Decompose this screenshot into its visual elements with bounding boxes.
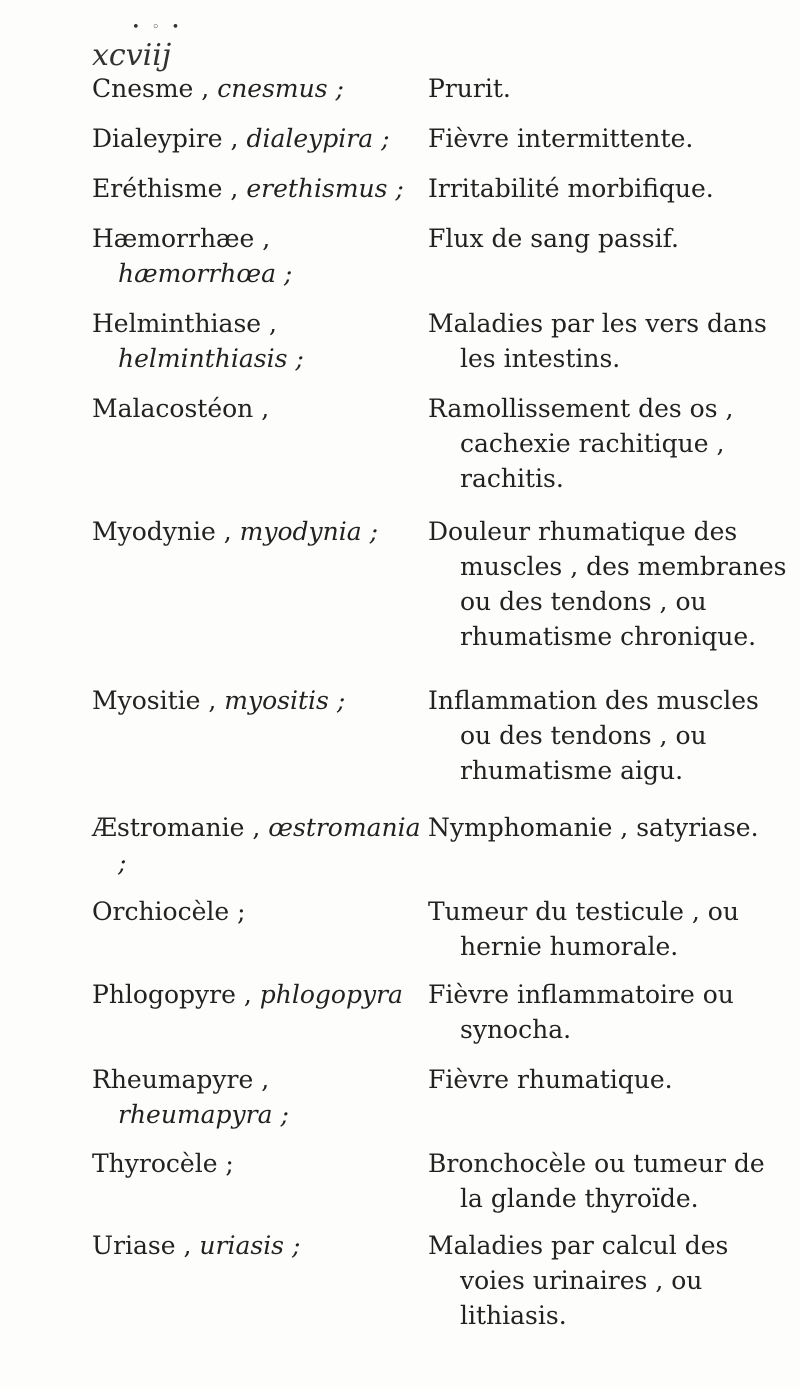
entry-term (92, 71, 422, 106)
description-text: Douleur rhumatique des muscles , des membranes ou des tendons , ou rhumatisme chronique. (428, 517, 787, 651)
description-text: Bronchocèle ou tumeur de la glande thyroïde. (428, 1149, 765, 1213)
entry-term (92, 1062, 422, 1132)
entry-term (92, 121, 422, 156)
term-latin: uriasis ; (199, 1231, 301, 1260)
term-french: Thyrocèle ; (92, 1149, 234, 1178)
term-french: Cnesme , (92, 74, 210, 103)
entry-term (92, 1146, 422, 1181)
entry-description (428, 1062, 788, 1097)
term-french: Hæmorrhæe , (92, 224, 271, 253)
term-latin: myositis ; (224, 686, 346, 715)
description-text: Nymphomanie , satyriase. (428, 813, 759, 842)
term-latin: dialeypira ; (246, 124, 390, 153)
entry-term (92, 306, 422, 376)
description-text: Irritabilité morbifique. (428, 174, 714, 203)
term-latin: myodynia ; (239, 517, 379, 546)
entry-description (428, 391, 788, 496)
description-text: Maladies par les vers dans les intestins. (428, 309, 767, 373)
term-french: Rheumapyre , (92, 1065, 270, 1094)
entry-description (428, 977, 788, 1047)
term-french: Myodynie , (92, 517, 232, 546)
term-latin: phlogopyra (259, 980, 403, 1009)
term-french: Malacostéon , (92, 394, 270, 423)
description-text: Maladies par calcul des voies urinaires , ou lithiasis. (428, 1231, 729, 1330)
entry-description (428, 810, 788, 845)
description-text: Fièvre rhumatique. (428, 1065, 673, 1094)
entry-description (428, 1146, 788, 1216)
term-latin: cnesmus ; (217, 74, 344, 103)
term-french: Helminthiase , (92, 309, 277, 338)
description-text: Fièvre inflammatoire ou synocha. (428, 980, 734, 1044)
entry-term (92, 514, 422, 549)
term-latin: helminthiasis ; (118, 344, 304, 373)
entry-description (428, 221, 788, 256)
entry-description (428, 121, 788, 156)
entry-description (428, 71, 788, 106)
entry-term (92, 683, 422, 718)
entry-description (428, 683, 788, 788)
entry-term (92, 1228, 422, 1263)
description-text: Ramollissement des os , cachexie rachitique , rachitis. (428, 394, 734, 493)
entry-description (428, 894, 788, 964)
term-latin: œstromania ; (118, 813, 421, 877)
entry-description (428, 171, 788, 206)
entry-description (428, 306, 788, 376)
term-french: Orchiocèle ; (92, 897, 246, 926)
entry-description (428, 1228, 788, 1333)
entry-term (92, 221, 422, 291)
entry-term (92, 894, 422, 929)
term-french: Phlogopyre , (92, 980, 252, 1009)
term-latin: hæmorrhœa ; (118, 259, 293, 288)
entry-term (92, 171, 422, 206)
entry-term (92, 977, 422, 1012)
page-folio: xcviij (92, 38, 172, 73)
term-latin: rheumapyra ; (118, 1100, 289, 1129)
description-text: Flux de sang passif. (428, 224, 679, 253)
term-french: Æstromanie , (92, 813, 261, 842)
description-text: Fièvre intermittente. (428, 124, 694, 153)
entry-term (92, 391, 422, 426)
entry-description (428, 514, 788, 654)
term-french: Uriase , (92, 1231, 192, 1260)
description-text: Inflammation des muscles ou des tendons , ou rhumatisme aigu. (428, 686, 759, 785)
term-french: Eréthisme , (92, 174, 239, 203)
term-french: Dialeypire , (92, 124, 239, 153)
description-text: Prurit. (428, 74, 511, 103)
description-text: Tumeur du testicule , ou hernie humorale. (428, 897, 739, 961)
term-latin: erethismus ; (246, 174, 404, 203)
header-ornament: • ◦ • (132, 20, 184, 35)
entry-term (92, 810, 422, 880)
term-french: Myositie , (92, 686, 217, 715)
